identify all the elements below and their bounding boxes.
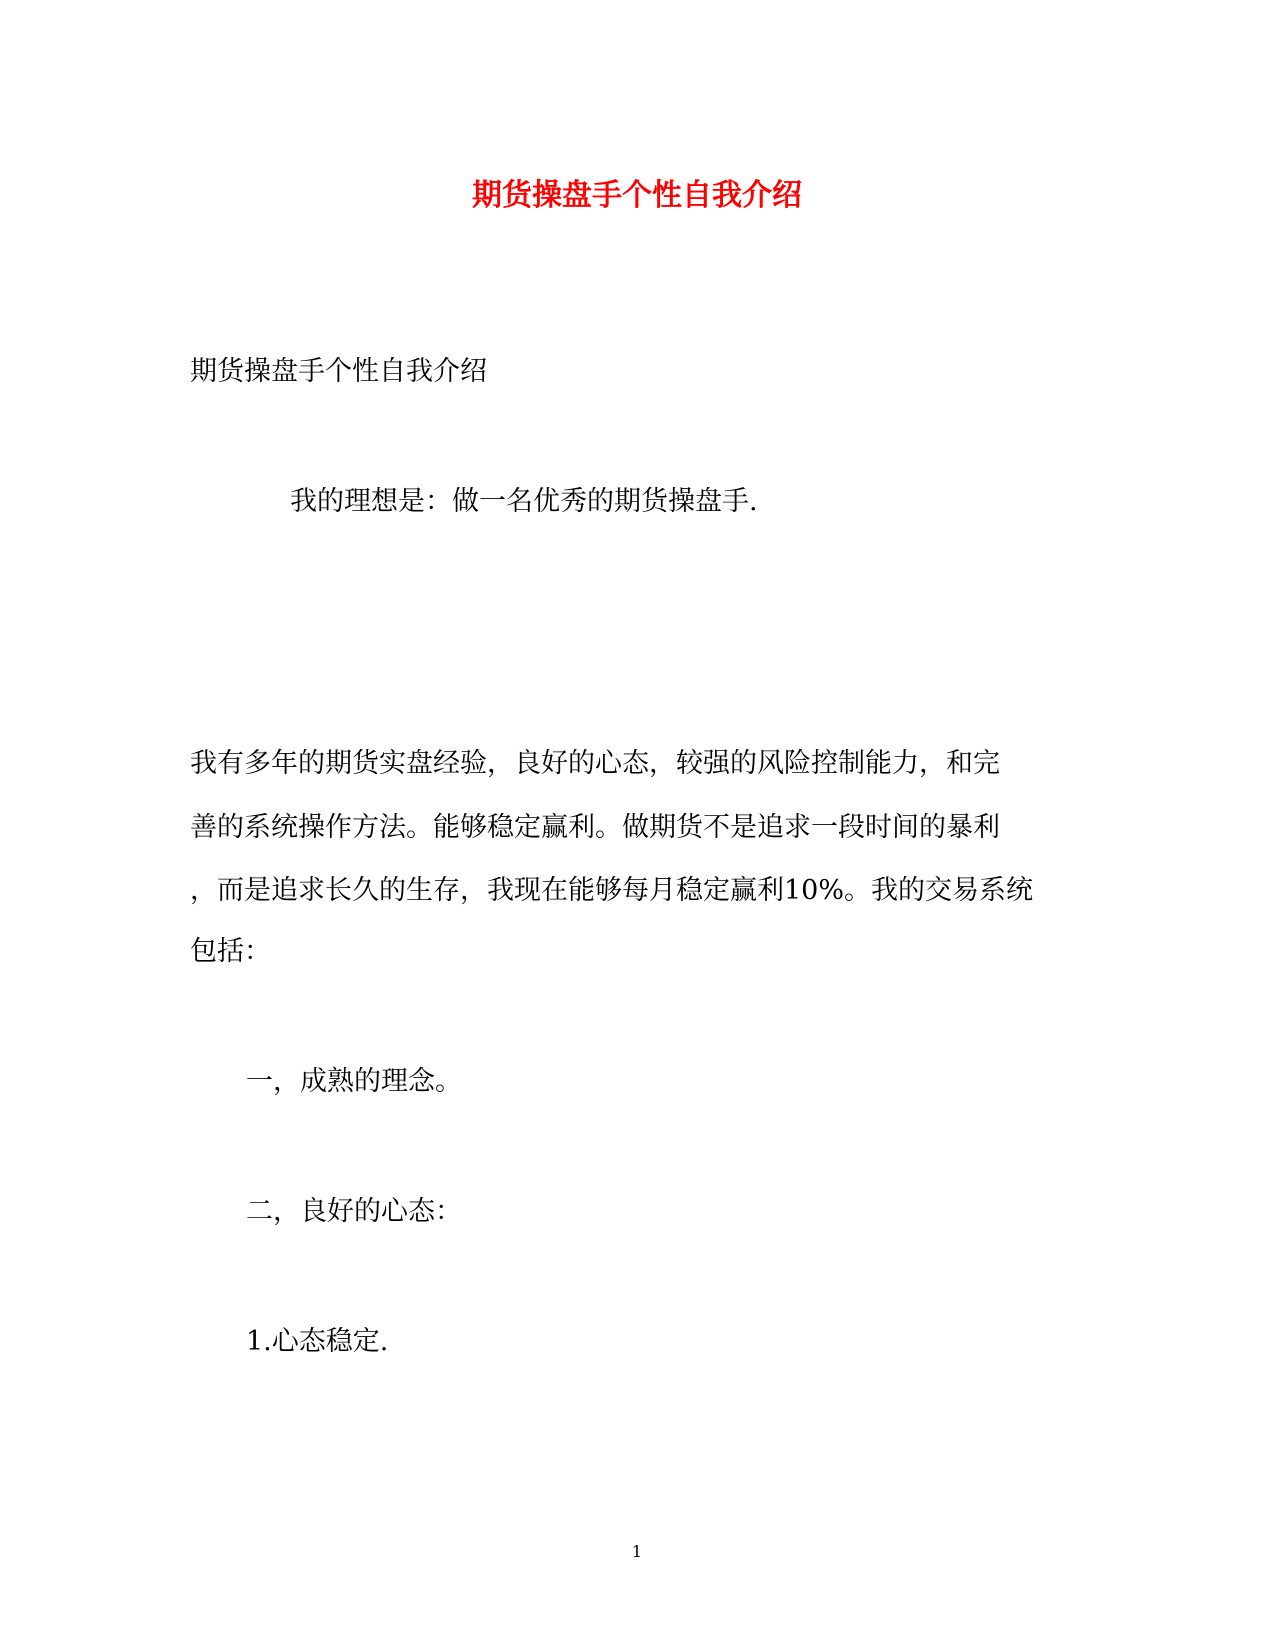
list-item: 一，成熟的理念。 xyxy=(246,1066,462,1097)
paragraph-line: ，而是追求长久的生存，我现在能够每月稳定赢利10%。我的交易系统 xyxy=(190,875,1034,906)
page-number: 1 xyxy=(631,1542,643,1561)
subtitle: 期货操盘手个性自我介绍 xyxy=(190,356,487,387)
paragraph-line: 善的系统操作方法。能够稳定赢利。做期货不是追求一段时间的暴利 xyxy=(190,812,1000,843)
list-item: 二，良好的心态： xyxy=(246,1196,462,1227)
document-title: 期货操盘手个性自我介绍 xyxy=(472,178,802,213)
paragraph-line: 包括： xyxy=(190,936,271,967)
paragraph-line: 我有多年的期货实盘经验，良好的心态，较强的风险控制能力，和完 xyxy=(190,748,1000,779)
ideal-statement: 我的理想是：做一名优秀的期货操盘手. xyxy=(290,486,758,517)
list-item: 1.心态稳定. xyxy=(246,1326,389,1357)
